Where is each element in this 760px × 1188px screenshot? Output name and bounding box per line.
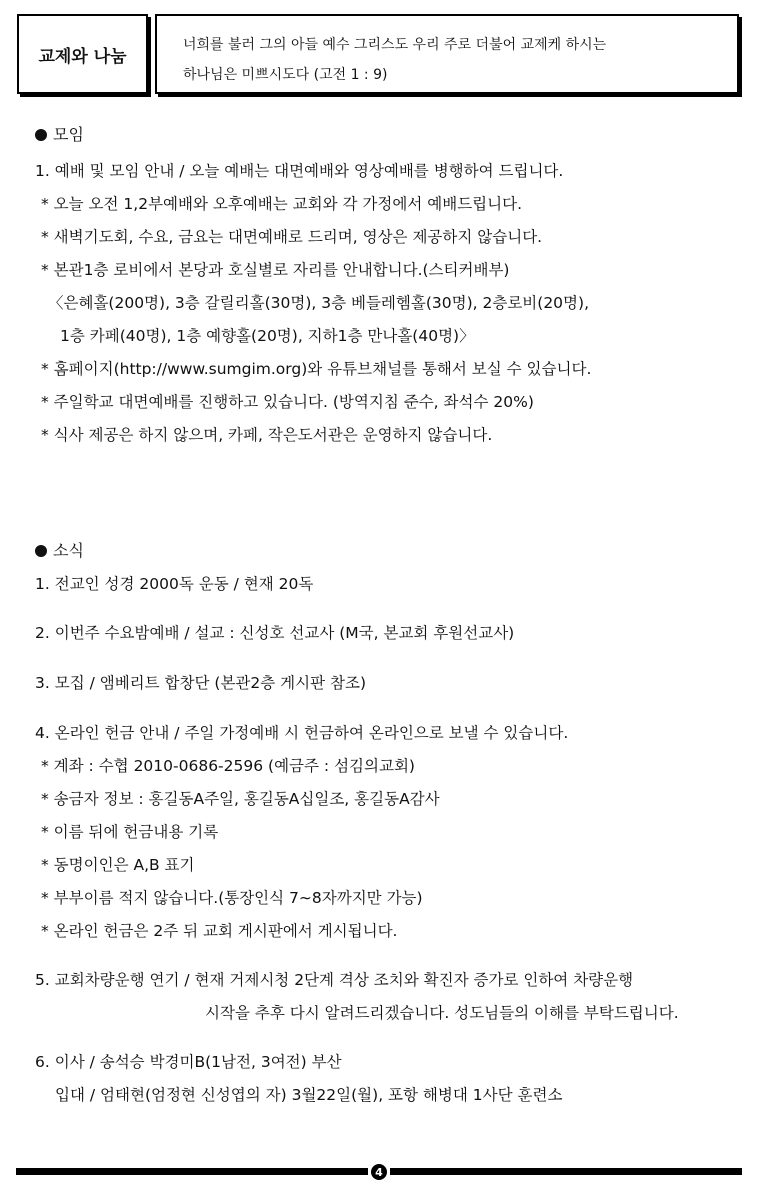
news-line: 6. 이사 / 송석승 박경미B(1남전, 3여전) 부산 (35, 1053, 342, 1071)
meeting-line: 1. 예배 및 모임 안내 / 오늘 예배는 대면예배와 영상예배를 병행하여 드립니다. (35, 162, 564, 180)
section-heading-news (35, 538, 84, 561)
heading-text: 모임 (53, 125, 84, 144)
bullet-icon (35, 129, 47, 141)
heading-text: 소식 (53, 541, 84, 560)
section-title: 교제와 나눔 (17, 14, 148, 94)
meeting-line: * 새벽기도회, 수요, 금요는 대면예배로 드리며, 영상은 제공하지 않습니다. (41, 228, 543, 246)
news-line: * 온라인 헌금은 2주 뒤 교회 게시판에서 게시됩니다. (41, 922, 398, 940)
news-line: * 동명이인은 A,B 표기 (41, 856, 195, 874)
news-line: * 이름 뒤에 헌금내용 기록 (41, 823, 219, 841)
news-line: * 송금자 정보 : 홍길동A주일, 홍길동A십일조, 홍길동A감사 (41, 790, 440, 808)
meeting-line: 〈은혜홀(200명), 3층 갈릴리홀(30명), 3층 베들레헴홀(30명), 2층로비(20명), (48, 294, 589, 312)
meeting-line: * 식사 제공은 하지 않으며, 카페, 작은도서관은 운영하지 않습니다. (41, 426, 493, 444)
news-line: 1. 전교인 성경 2000독 운동 / 현재 20독 (35, 575, 314, 593)
news-line: 2. 이번주 수요밤예배 / 설교 : 신성호 선교사 (M국, 본교회 후원선교사) (35, 624, 515, 642)
bible-verse (155, 14, 739, 94)
footer-rule (390, 1168, 742, 1175)
news-line: 3. 모집 / 앰베리트 합창단 (본관2층 게시판 참조) (35, 674, 366, 692)
page-number: 4 (371, 1164, 387, 1180)
meeting-line: * 본관1층 로비에서 본당과 호실별로 자리를 안내합니다.(스티커배부) (41, 261, 510, 279)
meeting-line: * 주일학교 대면예배를 진행하고 있습니다. (방역지침 준수, 좌석수 20%) (41, 393, 534, 411)
section-heading-meeting (35, 122, 84, 145)
news-line: 4. 온라인 헌금 안내 / 주일 가정예배 시 헌금하여 온라인으로 보낼 수 있습니다. (35, 724, 569, 742)
verse-line: 하나님은 미쁘시도다 (고전 1 : 9) (183, 67, 388, 83)
news-line: 시작을 추후 다시 알려드리겠습니다. 성도님들의 이해를 부탁드립니다. (205, 1004, 679, 1022)
meeting-line: 1층 카페(40명), 1층 예향홀(20명), 지하1층 만나홀(40명)〉 (60, 327, 475, 345)
news-line: * 계좌 : 수협 2010-0686-2596 (예금주 : 섬김의교회) (41, 757, 415, 775)
meeting-line: * 오늘 오전 1,2부예배와 오후예배는 교회와 각 가정에서 예배드립니다. (41, 195, 523, 213)
footer-rule (16, 1168, 368, 1175)
news-line: * 부부이름 적지 않습니다.(통장인식 7∼8자까지만 가능) (41, 889, 423, 907)
header (17, 14, 741, 98)
meeting-line: * 홈페이지(http://www.sumgim.org)와 유튜브채널를 통해서 보실 수 있습니다. (41, 360, 592, 378)
verse-line: 너희를 불러 그의 아들 예수 그리스도 우리 주로 더불어 교제케 하시는 (183, 37, 607, 53)
bullet-icon (35, 545, 47, 557)
news-line: 입대 / 엄태현(엄정현 신성엽의 자) 3월22일(월), 포항 해병대 1사단 훈련소 (55, 1086, 563, 1104)
news-line: 5. 교회차량운행 연기 / 현재 거제시청 2단계 격상 조치와 확진자 증가로 인하여 차량운행 (35, 971, 634, 989)
footer (16, 1164, 742, 1182)
